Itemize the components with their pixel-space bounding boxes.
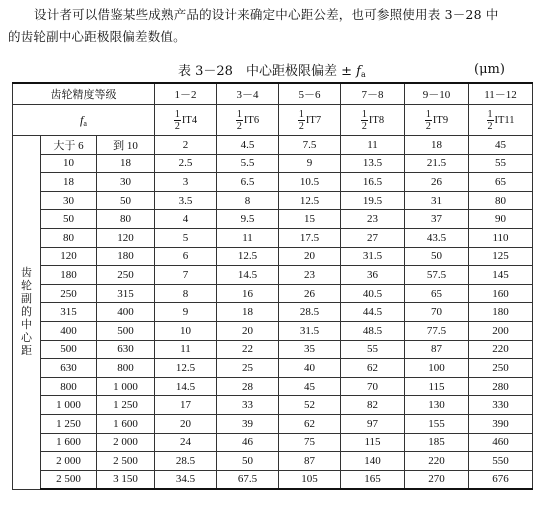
deviation-value-cell: 460 [469,433,533,452]
range-from-cell: 18 [41,173,97,192]
deviation-value-cell: 57.5 [405,266,469,285]
fraction-denominator: 2 [361,121,367,132]
deviation-value-cell: 180 [469,303,533,322]
deviation-value-cell: 46 [217,433,279,452]
deviation-value-cell: 20 [279,247,341,266]
deviation-value-cell: 6.5 [217,173,279,192]
deviation-value-cell: 31.5 [279,321,341,340]
table-row [13,191,533,210]
deviation-value-cell: 26 [405,173,469,192]
deviation-value-cell: 9.5 [217,210,279,229]
deviation-value-cell: 3.5 [155,191,217,210]
deviation-value-cell: 20 [155,414,217,433]
deviation-value-cell: 87 [279,452,341,471]
deviation-value-cell: 165 [341,470,405,489]
deviation-value-cell: 2.5 [155,154,217,173]
deviation-value-cell: 82 [341,396,405,415]
grade-header-3: 5－6 [279,83,341,105]
deviation-value-cell: 115 [405,377,469,396]
range-to-cell: 18 [97,154,155,173]
range-to-cell: 1 600 [97,414,155,433]
range-to-cell: 400 [97,303,155,322]
row-group-char: 距 [21,344,32,357]
fraction-stack [236,109,243,132]
deviation-value-cell: 270 [405,470,469,489]
range-to-cell: 1 250 [97,396,155,415]
table-row [13,340,533,359]
fa-symbol-cell [13,105,155,136]
deviation-value-cell: 52 [279,396,341,415]
tolerance-symbol-row [13,105,533,136]
deviation-value-cell: 18 [405,136,469,155]
deviation-value-cell: 55 [469,154,533,173]
it-grade: IT4 [181,115,198,126]
intro-paragraph [8,4,538,48]
deviation-value-cell: 115 [341,433,405,452]
tolerance-cell-4 [341,105,405,136]
fraction-numerator: 1 [487,109,493,120]
deviation-value-cell: 160 [469,284,533,303]
deviation-value-cell: 130 [405,396,469,415]
table-title-subscript: a [360,70,366,79]
table-row [13,396,533,415]
table-row [13,247,533,266]
table-row [13,377,533,396]
range-to-cell: 2 500 [97,452,155,471]
deviation-value-cell: 11 [155,340,217,359]
deviation-value-cell: 140 [341,452,405,471]
row-group-char: 齿 [21,266,32,279]
deviation-value-cell: 4 [155,210,217,229]
deviation-value-cell: 7 [155,266,217,285]
deviation-value-cell: 25 [217,359,279,378]
fraction-denominator: 2 [425,121,431,132]
range-to-cell: 315 [97,284,155,303]
fa-subscript: a [83,118,87,128]
table-title-prefix: 表 3－28 中心距极限偏差 ± [178,64,352,79]
deviation-value-cell: 31 [405,191,469,210]
deviation-value-cell: 18 [217,303,279,322]
row-group-char: 轮 [21,279,32,292]
fa-symbol: f [80,112,84,127]
range-to-cell: 到 10 [97,136,155,155]
deviation-value-cell: 67.5 [217,470,279,489]
deviation-value-cell: 65 [469,173,533,192]
range-from-cell: 50 [41,210,97,229]
deviation-value-cell: 105 [279,470,341,489]
deviation-value-cell: 31.5 [341,247,405,266]
deviation-value-cell: 110 [469,228,533,247]
tolerance-cell-1 [155,105,217,136]
deviation-value-cell: 39 [217,414,279,433]
fraction-stack [174,109,181,132]
deviation-value-cell: 10.5 [279,173,341,192]
deviation-value-cell: 4.5 [217,136,279,155]
deviation-value-cell: 17 [155,396,217,415]
deviation-value-cell: 676 [469,470,533,489]
table-row [13,359,533,378]
grade-header-label: 齿轮精度等级 [13,83,155,105]
deviation-value-cell: 22 [217,340,279,359]
table-unit: (μm) [474,62,505,77]
it-grade: IT7 [305,115,322,126]
intro-line-2: 的齿轮副中心距极限偏差数值。 [8,29,186,44]
half-fraction [174,109,197,132]
range-from-cell: 30 [41,191,97,210]
range-from-cell: 120 [41,247,97,266]
table-row [13,470,533,489]
deviation-value-cell: 37 [405,210,469,229]
range-from-cell: 2 500 [41,470,97,489]
table-row [13,303,533,322]
deviation-value-cell: 200 [469,321,533,340]
deviation-value-cell: 28 [217,377,279,396]
tolerance-cell-3 [279,105,341,136]
table-row [13,173,533,192]
fraction-denominator: 2 [174,121,180,132]
tolerance-cell-5 [405,105,469,136]
deviation-value-cell: 14.5 [217,266,279,285]
range-from-cell: 2 000 [41,452,97,471]
deviation-value-cell: 80 [469,191,533,210]
deviation-value-cell: 6 [155,247,217,266]
deviation-value-cell: 3 [155,173,217,192]
table-row [13,266,533,285]
deviation-value-cell: 45 [279,377,341,396]
deviation-value-cell: 33 [217,396,279,415]
range-to-cell: 630 [97,340,155,359]
deviation-value-cell: 12.5 [279,191,341,210]
it-grade: IT9 [432,115,449,126]
row-group-char: 的 [21,305,32,318]
fraction-stack [425,109,432,132]
table-row [13,284,533,303]
deviation-value-cell: 87 [405,340,469,359]
deviation-value-cell: 28.5 [155,452,217,471]
range-to-cell: 800 [97,359,155,378]
half-fraction [361,109,384,132]
deviation-value-cell: 330 [469,396,533,415]
deviation-value-cell: 220 [405,452,469,471]
deviation-value-cell: 90 [469,210,533,229]
table-title [178,60,366,79]
deviation-value-cell: 9 [279,154,341,173]
fraction-stack [298,109,305,132]
it-grade: IT6 [243,115,260,126]
deviation-value-cell: 19.5 [341,191,405,210]
table-row [13,136,533,155]
table-caption [0,56,544,80]
grade-header-row [13,83,533,105]
deviation-value-cell: 155 [405,414,469,433]
table-row [13,452,533,471]
range-to-cell: 50 [97,191,155,210]
deviation-value-cell: 7.5 [279,136,341,155]
range-to-cell: 250 [97,266,155,285]
deviation-value-cell: 145 [469,266,533,285]
deviation-value-cell: 75 [279,433,341,452]
fraction-numerator: 1 [298,109,304,120]
deviation-value-cell: 17.5 [279,228,341,247]
deviation-value-cell: 62 [279,414,341,433]
grade-header-4: 7－8 [341,83,405,105]
deviation-value-cell: 5.5 [217,154,279,173]
deviation-value-cell: 100 [405,359,469,378]
deviation-value-cell: 20 [217,321,279,340]
row-group-label [13,136,41,490]
deviation-value-cell: 28.5 [279,303,341,322]
deviation-value-cell: 9 [155,303,217,322]
deviation-value-cell: 8 [155,284,217,303]
deviation-value-cell: 125 [469,247,533,266]
grade-header-1: 1－2 [155,83,217,105]
range-from-cell: 10 [41,154,97,173]
row-group-char: 心 [21,331,32,344]
range-to-cell: 500 [97,321,155,340]
deviation-value-cell: 12.5 [217,247,279,266]
fraction-denominator: 2 [487,121,493,132]
deviation-value-cell: 55 [341,340,405,359]
it-grade: IT11 [494,115,515,126]
deviation-value-cell: 11 [341,136,405,155]
deviation-value-cell: 2 [155,136,217,155]
grade-header-2: 3－4 [217,83,279,105]
deviation-value-cell: 34.5 [155,470,217,489]
range-from-cell: 315 [41,303,97,322]
deviation-value-cell: 62 [341,359,405,378]
deviation-value-cell: 13.5 [341,154,405,173]
fraction-denominator: 2 [298,121,304,132]
range-from-cell: 630 [41,359,97,378]
row-group-char: 副 [21,292,32,305]
table-title-symbol: f [356,64,361,79]
deviation-value-cell: 390 [469,414,533,433]
grade-header-6: 11－12 [469,83,533,105]
deviation-value-cell: 250 [469,359,533,378]
fraction-stack [361,109,368,132]
range-to-cell: 1 000 [97,377,155,396]
it-grade: IT8 [368,115,385,126]
deviation-value-cell: 36 [341,266,405,285]
table-row [13,154,533,173]
half-fraction [487,109,515,132]
range-from-cell: 1 250 [41,414,97,433]
fraction-numerator: 1 [361,109,367,120]
half-fraction [298,109,321,132]
deviation-value-cell: 48.5 [341,321,405,340]
range-to-cell: 120 [97,228,155,247]
range-to-cell: 3 150 [97,470,155,489]
table-row [13,414,533,433]
table-row [13,210,533,229]
range-from-cell: 1 000 [41,396,97,415]
tolerance-cell-2 [217,105,279,136]
range-from-cell: 180 [41,266,97,285]
deviation-value-cell: 10 [155,321,217,340]
deviation-value-cell: 70 [405,303,469,322]
deviation-value-cell: 24 [155,433,217,452]
deviation-value-cell: 26 [279,284,341,303]
deviation-value-cell: 220 [469,340,533,359]
deviation-value-cell: 16 [217,284,279,303]
deviation-value-cell: 50 [217,452,279,471]
deviation-value-cell: 280 [469,377,533,396]
deviation-value-cell: 14.5 [155,377,217,396]
deviation-value-cell: 65 [405,284,469,303]
deviation-value-cell: 185 [405,433,469,452]
deviation-value-cell: 40.5 [341,284,405,303]
deviation-value-cell: 23 [279,266,341,285]
range-to-cell: 80 [97,210,155,229]
deviation-value-cell: 15 [279,210,341,229]
deviation-value-cell: 43.5 [405,228,469,247]
fraction-stack [487,109,494,132]
grade-header-5: 9－10 [405,83,469,105]
fraction-numerator: 1 [236,109,242,120]
fraction-denominator: 2 [236,121,242,132]
fraction-numerator: 1 [174,109,180,120]
center-distance-deviation-table [12,82,533,490]
table-row [13,228,533,247]
range-from-cell: 80 [41,228,97,247]
deviation-value-cell: 50 [405,247,469,266]
deviation-value-cell: 550 [469,452,533,471]
deviation-value-cell: 16.5 [341,173,405,192]
deviation-value-cell: 11 [217,228,279,247]
range-to-cell: 30 [97,173,155,192]
deviation-value-cell: 5 [155,228,217,247]
deviation-value-cell: 35 [279,340,341,359]
range-from-cell: 大于 6 [41,136,97,155]
range-from-cell: 800 [41,377,97,396]
deviation-value-cell: 97 [341,414,405,433]
deviation-value-cell: 23 [341,210,405,229]
range-from-cell: 400 [41,321,97,340]
fraction-numerator: 1 [425,109,431,120]
deviation-value-cell: 8 [217,191,279,210]
intro-line-1: 设计者可以借鉴某些成熟产品的设计来确定中心距公差，也可参照使用表 3－28 中 [34,7,499,22]
range-from-cell: 250 [41,284,97,303]
range-to-cell: 180 [97,247,155,266]
deviation-value-cell: 40 [279,359,341,378]
deviation-value-cell: 12.5 [155,359,217,378]
deviation-value-cell: 70 [341,377,405,396]
table-row [13,433,533,452]
deviation-value-cell: 77.5 [405,321,469,340]
half-fraction [425,109,448,132]
deviation-value-cell: 21.5 [405,154,469,173]
tolerance-cell-6 [469,105,533,136]
deviation-value-cell: 27 [341,228,405,247]
range-from-cell: 1 600 [41,433,97,452]
deviation-value-cell: 44.5 [341,303,405,322]
range-from-cell: 500 [41,340,97,359]
deviation-value-cell: 45 [469,136,533,155]
row-group-char: 中 [21,318,32,331]
table-row [13,321,533,340]
half-fraction [236,109,259,132]
range-to-cell: 2 000 [97,433,155,452]
